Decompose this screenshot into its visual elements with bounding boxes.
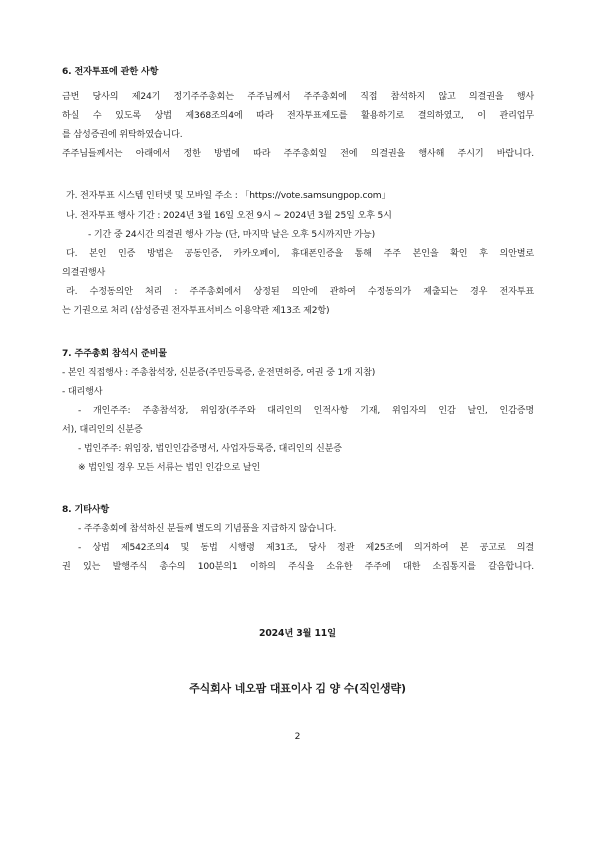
section-6-paragraph-line: 금번 당사의 제24기 정기주주총회는 주주님께서 주주총회에 직접 참석하지 않고 의결권을 행사 xyxy=(62,92,534,102)
section-7-subitem: - 개인주주: 주총참석장, 위임장(주주와 대리인의 인적사항 기재, 위임자의 인감 날인, 인감증명 xyxy=(78,406,534,416)
section-6-instruction: 주주님들께서는 아래에서 정한 방법에 따라 주주총회일 전에 의결권을 행사해 주시기 바랍니다. xyxy=(62,149,534,159)
section-6-paragraph-line: 를 삼성증권에 위탁하였습니다. xyxy=(62,130,183,140)
section-7-heading: 7. 주주총회 참석시 준비물 xyxy=(62,349,167,359)
section-8-heading: 8. 기타사항 xyxy=(62,505,110,515)
company-signature: 주식회사 네오팜 대표이사 김 양 수(직인생략) xyxy=(189,682,406,695)
section-6-paragraph-line: 하실 수 있도록 상법 제368조의4에 따라 전자투표제도를 활용하기로 결의하였고, 이 관리업무 xyxy=(62,111,534,121)
section-7-subitem: - 법인주주: 위임장, 법인인감증명서, 사업자등록증, 대리인의 신분증 xyxy=(78,444,342,454)
section-7-item: - 본인 직접행사 : 주총참석장, 신분증(주민등록증, 운전면허증, 여권 중 1개 지참) xyxy=(62,368,376,378)
item-ra-amendment-line: 는 기권으로 처리 (삼성증권 전자투표서비스 이용약관 제13조 제2항) xyxy=(62,306,330,316)
notice-date: 2024년 3월 11일 xyxy=(259,628,336,639)
item-ra-amendment-line: 라. 수정동의안 처리 : 주주총회에서 상정된 의안에 관하여 수정동의가 제출되는 경우 전자투표 xyxy=(66,287,534,297)
section-7-subitem: 서), 대리인의 신분증 xyxy=(62,425,143,435)
section-8-item: - 상법 제542조의4 및 동법 시행령 제31조, 당사 정관 제25조에 의거하여 본 공고로 의결 xyxy=(78,543,534,553)
item-ga-vote-url: 가. 전자투표 시스템 인터넷 및 모바일 주소 : 「https://vote.samsungpop.com」 xyxy=(66,191,391,201)
page-number: 2 xyxy=(294,732,301,742)
item-na-vote-period: 나. 전자투표 행사 기간 : 2024년 3월 16일 오전 9시 ~ 2024년 3월 25일 오후 5시 xyxy=(66,211,392,221)
section-6-heading: 6. 전자투표에 관한 사항 xyxy=(62,67,159,77)
section-8-item: - 주주총회에 참석하신 분들께 별도의 기념품을 지급하지 않습니다. xyxy=(78,524,337,534)
item-na-sub: - 기간 중 24시간 의결권 행사 가능 (단, 마지막 날은 오후 5시까지만 가능) xyxy=(88,230,375,240)
item-da-auth-line: 다. 본인 인증 방법은 공동인증, 카카오페이, 휴대폰인증을 통해 주주 본인을 확인 후 의안별로 xyxy=(66,249,534,259)
section-8-item: 권 있는 발행주식 총수의 100분의1 이하의 주식을 소유한 주주에 대한 소집통지를 갈음합니다. xyxy=(62,562,534,572)
item-da-auth-line: 의결권행사 xyxy=(62,268,106,278)
section-7-item: - 대리행사 xyxy=(62,387,103,397)
section-7-note: ※ 법인일 경우 모든 서류는 법인 인감으로 날인 xyxy=(78,463,261,473)
